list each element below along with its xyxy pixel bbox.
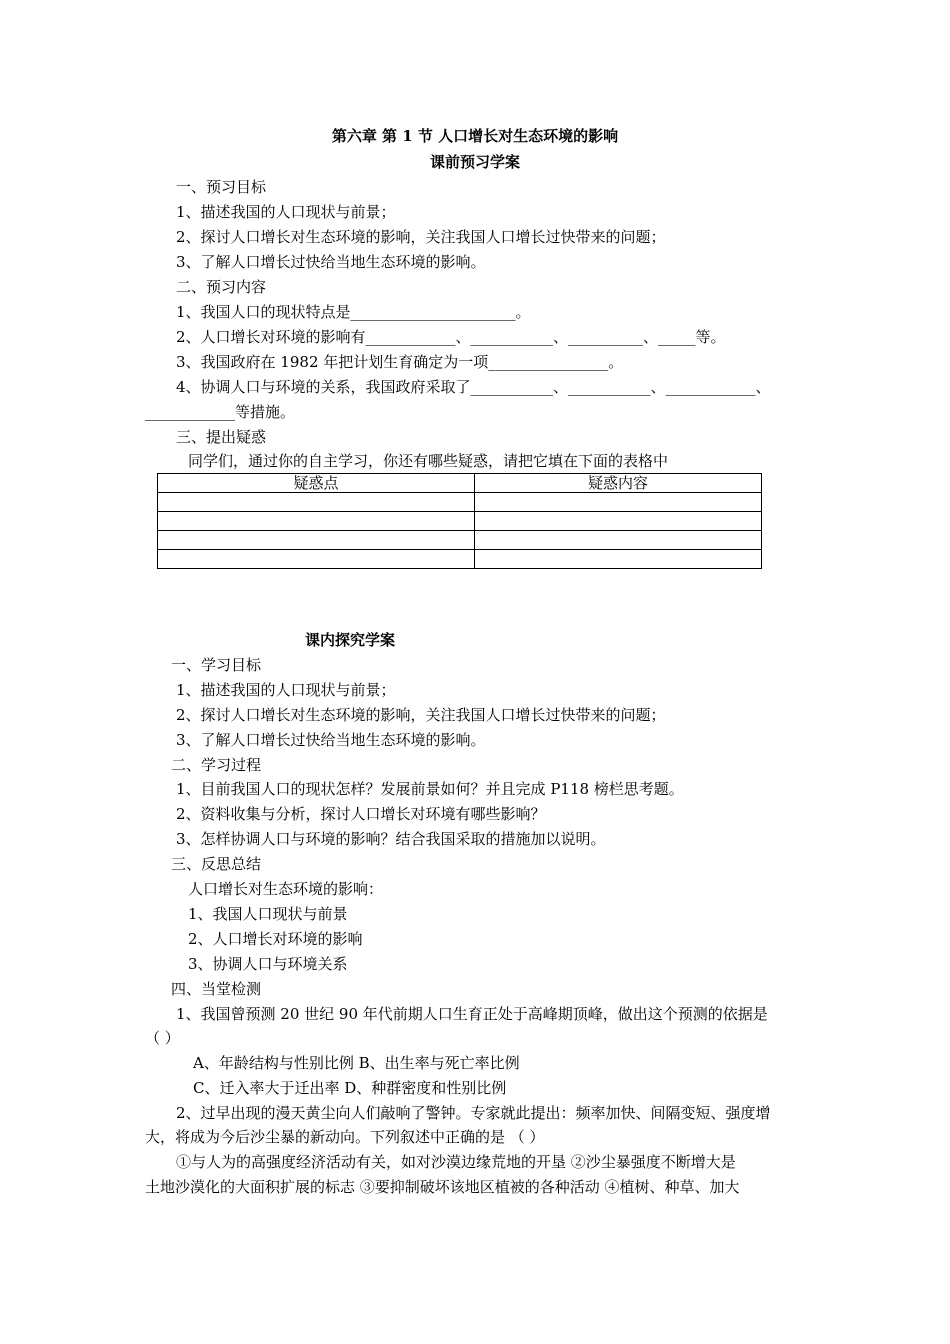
table-header-doubt-point: 疑惑点 [158,474,475,493]
question-1-text: 1、我国曾预测 20 世纪 90 年代前期人口生育正处于高峰期顶峰，做出这个预测的依据是 [176,1005,768,1023]
preview-doubt-heading: 三、提出疑惑 [176,428,267,446]
table-header-doubt-content: 疑惑内容 [475,474,762,493]
table-cell[interactable] [475,493,762,512]
table-cell[interactable] [475,531,762,550]
inclass-title: 课内探究学案 [305,631,396,649]
inclass-process-1: 1、目前我国人口的现状怎样？发展前景如何？并且完成 P118 榜栏思考题。 [176,780,684,798]
inclass-summary-intro: 人口增长对生态环境的影响： [188,880,384,898]
inclass-goal-2: 2、探讨人口增长对生态环境的影响，关注我国人口增长过快带来的问题； [176,706,666,724]
table-header-row [158,474,762,493]
preview-goal-1: 1、描述我国的人口现状与前景； [176,203,396,221]
inclass-goals-heading: 一、学习目标 [171,656,262,674]
document-title: 第六章 第 1 节 人口增长对生态环境的影响 [331,127,619,145]
preview-goal-2: 2、探讨人口增长对生态环境的影响，关注我国人口增长过快带来的问题； [176,228,666,246]
table-cell[interactable] [158,493,475,512]
inclass-goal-3: 3、了解人口增长过快给当地生态环境的影响。 [176,731,486,749]
preview-goals-heading: 一、预习目标 [176,178,267,196]
question-2-text: 2、过早出现的漫天黄尘向人们敲响了警钟。专家就此提出：频率加快、间隔变短、强度增 [176,1104,771,1122]
table-row [158,531,762,550]
inclass-test-heading: 四、当堂检测 [171,980,262,998]
preview-content-heading: 二、预习内容 [176,278,267,296]
inclass-summary-3: 3、协调人口与环境关系 [188,955,348,973]
question-2-text-cont: 大，将成为今后沙尘暴的新动向。下列叙述中正确的是 （ ） [145,1128,545,1146]
preview-subtitle: 课前预习学案 [429,153,520,171]
inclass-process-heading: 二、学习过程 [171,756,262,774]
inclass-summary-2: 2、人口增长对环境的影响 [188,930,363,948]
question-2-statement-1: ①与人为的高强度经济活动有关，如对沙漠边缘荒地的开垦 ②沙尘暴强度不断增大是 [176,1153,736,1171]
table-row [158,512,762,531]
preview-content-4: 4、协调人口与环境的关系，我国政府采取了___________、___________、____________、 [176,378,771,396]
question-1-options-row-1: A、年龄结构与性别比例 B、出生率与死亡率比例 [193,1054,520,1072]
inclass-summary-heading: 三、反思总结 [171,855,262,873]
preview-content-2: 2、人口增长对环境的影响有____________、___________、__________、_____等。 [176,328,726,346]
preview-content-4-cont: ____________等措施。 [145,403,296,421]
doubt-table [157,473,762,569]
question-2-statement-2: 土地沙漠化的大面积扩展的标志 ③要抑制破坏该地区植被的各种活动 ④植树、种草、加大 [145,1178,740,1196]
preview-doubt-intro: 同学们，通过你的自主学习，你还有哪些疑惑，请把它填在下面的表格中 [188,452,669,470]
table-cell[interactable] [475,512,762,531]
table-row [158,550,762,569]
table-cell[interactable] [158,550,475,569]
preview-content-3: 3、我国政府在 1982 年把计划生育确定为一项________________。 [176,353,624,371]
inclass-process-2: 2、资料收集与分析，探讨人口增长对环境有哪些影响？ [176,805,546,823]
question-1-options-row-2: C、迁入率大于迁出率 D、种群密度和性别比例 [193,1079,507,1097]
table-cell[interactable] [158,531,475,550]
preview-content-1: 1、我国人口的现状特点是______________________。 [176,303,531,321]
table-cell[interactable] [475,550,762,569]
inclass-goal-1: 1、描述我国的人口现状与前景； [176,681,396,699]
question-1-answer-bracket: （ ） [145,1029,180,1047]
inclass-process-3: 3、怎样协调人口与环境的影响？结合我国采取的措施加以说明。 [176,830,606,848]
table-cell[interactable] [158,512,475,531]
preview-goal-3: 3、了解人口增长过快给当地生态环境的影响。 [176,253,486,271]
table-row [158,493,762,512]
inclass-summary-1: 1、我国人口现状与前景 [188,905,348,923]
